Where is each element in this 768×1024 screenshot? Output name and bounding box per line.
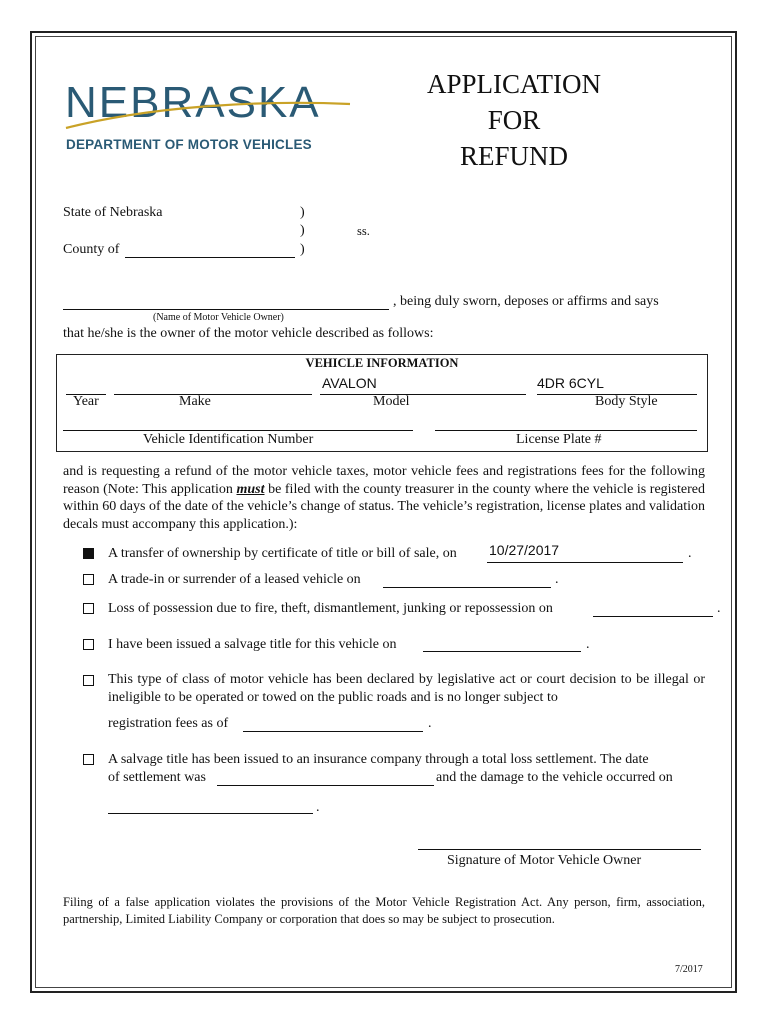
salvage-date-field[interactable] — [423, 651, 581, 652]
option-trade-in-text: A trade-in or surrender of a leased vehicle on — [108, 572, 361, 587]
make-label: Make — [179, 394, 211, 409]
dmv-logo-subtitle: DEPARTMENT OF MOTOR VEHICLES — [66, 137, 312, 152]
option-transfer-checkbox[interactable] — [83, 548, 94, 559]
option-total-loss-checkbox[interactable] — [83, 754, 94, 765]
ss-label: ss. — [357, 224, 370, 238]
registration-fees-label: registration fees as of — [108, 716, 229, 731]
damage-date-field[interactable] — [108, 813, 313, 814]
body-style-value[interactable]: 4DR 6CYL — [537, 375, 604, 391]
must-emphasis: must — [236, 481, 265, 497]
license-plate-label: License Plate # — [516, 432, 602, 447]
model-value[interactable]: AVALON — [322, 375, 377, 391]
option-transfer-text: A transfer of ownership by certificate of title or bill of sale, on — [108, 546, 457, 561]
reason-paragraph — [63, 463, 705, 533]
reason-text-end: be filed with the county treasurer in the county where the vehicle is registered within 60 days of the date of the vehicle’s change of status. The vehicle’s registration, license plates and validation decals must accompany this application.): — [63, 481, 705, 532]
model-field[interactable] — [320, 394, 526, 395]
option-loss-text: Loss of possession due to fire, theft, dismantlement, junking or repossession on — [108, 601, 553, 616]
owner-statement: that he/she is the owner of the motor vehicle described as follows: — [63, 326, 434, 341]
option-declared-illegal-text: This type of class of motor vehicle has been declared by legislative act or court decision to be illegal or ineligible to be operated or towed on the public roads and is no longer subject to — [108, 672, 705, 705]
county-field[interactable] — [125, 257, 295, 258]
state-label: State of Nebraska — [63, 205, 163, 220]
registration-fees-date-field[interactable] — [243, 731, 423, 732]
option-trade-in-checkbox[interactable] — [83, 574, 94, 585]
vehicle-info-header: VEHICLE INFORMATION — [305, 356, 459, 370]
form-revision-date: 7/2017 — [675, 964, 703, 975]
body-style-label: Body Style — [595, 394, 658, 409]
option-loss-checkbox[interactable] — [83, 603, 94, 614]
title-line-3: REFUND — [459, 141, 568, 171]
venue-paren: ) — [300, 205, 305, 220]
venue-paren: ) — [300, 242, 305, 257]
model-label: Model — [373, 394, 410, 409]
trade-in-date-field[interactable] — [383, 587, 551, 588]
page-title — [400, 66, 628, 174]
period: . — [316, 800, 320, 815]
option-salvage-checkbox[interactable] — [83, 639, 94, 650]
option-declared-illegal-checkbox[interactable] — [83, 675, 94, 686]
title-line-2: FOR — [487, 105, 541, 135]
period: . — [586, 637, 590, 652]
transfer-date-field[interactable] — [487, 562, 683, 563]
period: . — [555, 572, 559, 587]
county-label: County of — [63, 242, 120, 257]
period: . — [717, 601, 721, 616]
loss-date-field[interactable] — [593, 616, 713, 617]
signature-label: Signature of Motor Vehicle Owner — [447, 853, 642, 868]
option-total-loss-text: A salvage title has been issued to an insurance company through a total loss settlement. The date — [108, 752, 649, 767]
period: . — [688, 546, 692, 561]
option-salvage-text: I have been issued a salvage title for this vehicle on — [108, 637, 397, 652]
reason-text-start: and is requesting a refund of the motor vehicle taxes, motor vehicle fees and registrations fees for the following reason (Note: This application — [63, 464, 705, 497]
vin-field[interactable] — [63, 430, 413, 431]
settlement-label: of settlement was — [108, 770, 206, 785]
venue-paren: ) — [300, 223, 305, 238]
settlement-date-field[interactable] — [217, 785, 434, 786]
sworn-text: , being duly sworn, deposes or affirms and says — [393, 294, 659, 309]
vin-label: Vehicle Identification Number — [143, 432, 314, 447]
false-application-warning: Filing of a false application violates the provisions of the Motor Vehicle Registration Act. Any person, firm, association, partnership, Limited Liability Company or corporation that does so may be subject to prosecution. — [63, 895, 705, 926]
make-field[interactable] — [114, 394, 312, 395]
period: . — [428, 716, 432, 731]
signature-field[interactable] — [418, 849, 701, 850]
license-plate-field[interactable] — [435, 430, 697, 431]
owner-name-field[interactable] — [63, 309, 389, 310]
year-label: Year — [73, 394, 99, 409]
owner-name-caption: (Name of Motor Vehicle Owner) — [153, 312, 284, 323]
nebraska-logo-text: NEBRASKA — [65, 78, 321, 127]
logo-swoosh-icon — [62, 96, 354, 132]
transfer-date-value[interactable]: 10/27/2017 — [489, 542, 560, 558]
damage-label: and the damage to the vehicle occurred on — [436, 770, 673, 785]
title-line-1: APPLICATION — [426, 69, 601, 99]
